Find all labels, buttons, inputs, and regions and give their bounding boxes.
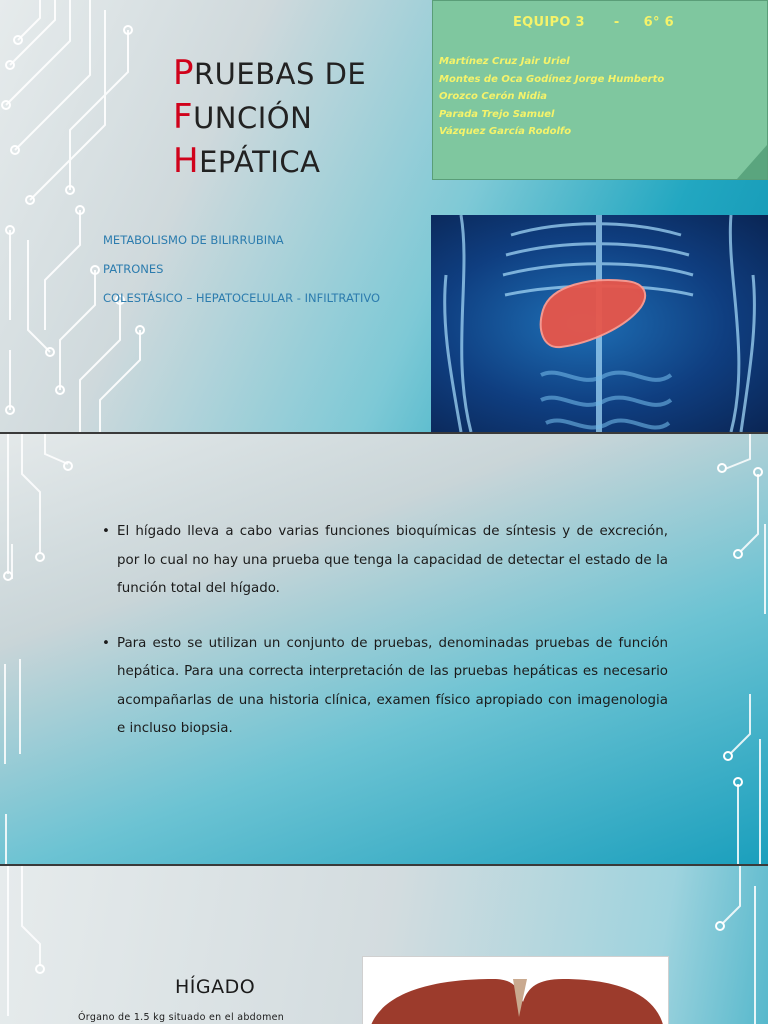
team-note bbox=[432, 0, 768, 180]
member-name: Martínez Cruz Jair Uriel bbox=[439, 56, 570, 67]
subtitle-item: METABOLISMO DE BILIRRUBINA bbox=[103, 233, 284, 247]
liver-photo bbox=[362, 956, 669, 1024]
liver-shape bbox=[541, 280, 645, 347]
circuit-decoration-right bbox=[690, 434, 768, 864]
bullet-list bbox=[102, 518, 668, 770]
page-title bbox=[173, 52, 366, 184]
slide-content bbox=[0, 434, 768, 864]
member-name: Montes de Oca Godínez Jorge Humberto bbox=[439, 73, 665, 85]
title-line-2: FUNCIÓN bbox=[173, 97, 313, 137]
title-line-1: PRUEBAS DE bbox=[173, 53, 367, 93]
circuit-decoration-right bbox=[700, 866, 768, 1024]
bullet-paragraph: • El hígado lleva a cabo varias funciones bioquímicas de síntesis y de excreción, por lo cual no hay una prueba que tenga la capacidad de detectar el estado de la función total del hígado. bbox=[102, 518, 668, 604]
circuit-decoration-left bbox=[0, 434, 90, 864]
circuit-decoration-left bbox=[0, 866, 60, 1024]
title-line-3: HEPÁTICA bbox=[173, 141, 321, 181]
bullet-paragraph: • Para esto se utilizan un conjunto de pruebas, denominadas pruebas de función hepática. Para una correcta interpretación de las pruebas hepáticas es necesario acompañarlas de una historia clínica, examen físico apropiado con imagenologia e incluso biopsia. bbox=[102, 630, 668, 744]
team-members bbox=[439, 53, 664, 141]
slide-liver bbox=[0, 866, 768, 1024]
circuit-decoration-left bbox=[0, 0, 170, 432]
member-name: Parada Trejo Samuel bbox=[439, 108, 555, 120]
subtitle-item: PATRONES bbox=[103, 262, 164, 276]
subtitle-list bbox=[103, 233, 380, 320]
section-subheading: Órgano de 1.5 kg situado en el abdomen bbox=[78, 1012, 285, 1023]
note-fold bbox=[737, 145, 767, 179]
slide-title bbox=[0, 0, 768, 432]
team-heading: EQUIPO 3 - 6° 6 bbox=[513, 15, 674, 30]
member-name: Vázquez García Rodolfo bbox=[439, 126, 572, 137]
subtitle-item: COLESTÁSICO – HEPATOCELULAR - INFILTRATIVO bbox=[103, 291, 381, 305]
liver-xray-image bbox=[431, 215, 768, 432]
member-name: Orozco Cerón Nidia bbox=[439, 91, 548, 102]
section-heading: HÍGADO bbox=[175, 976, 256, 998]
